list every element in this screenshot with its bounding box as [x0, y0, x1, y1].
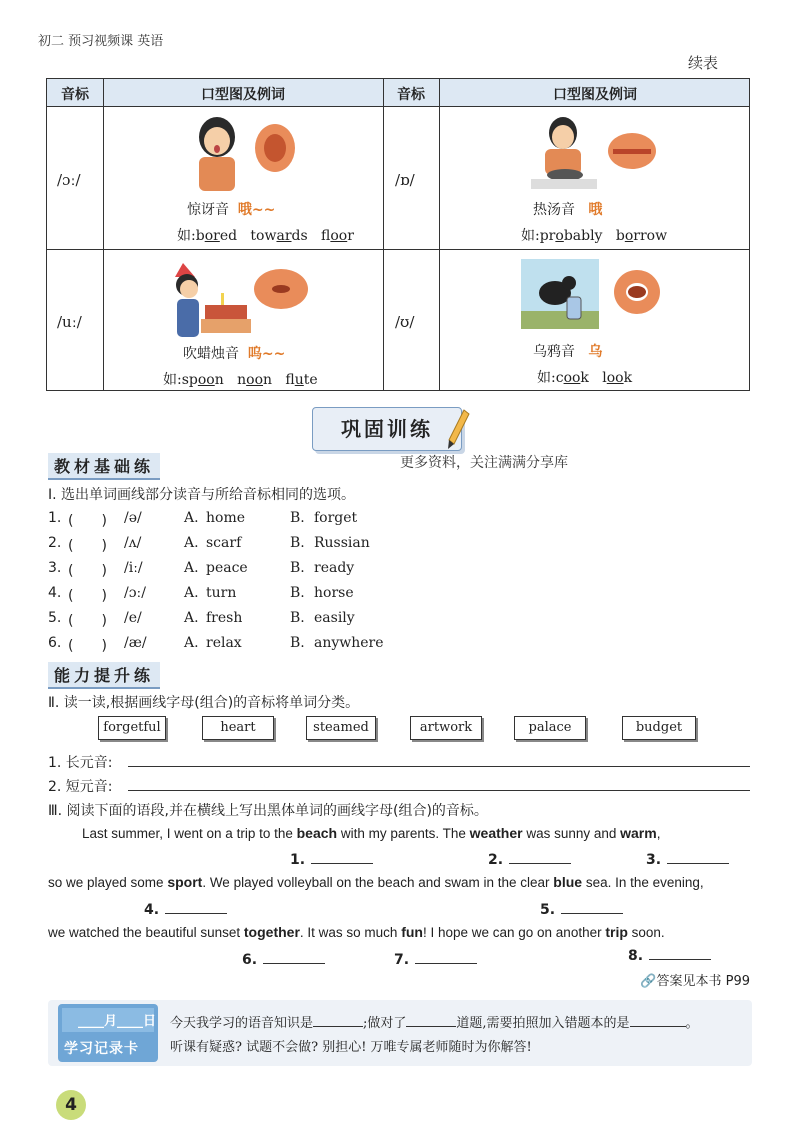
- record-date: ____月____日: [78, 1014, 157, 1029]
- passage-line-3: we watched the beautiful sunset together. It was so much fun! I hope we can go on another trip soon.: [48, 924, 665, 940]
- caption-4: 乌鸦音 乌: [533, 344, 603, 360]
- record-badge-label: 学习记录卡: [64, 1041, 139, 1057]
- caption-3: 吹蜡烛音 呜~~: [183, 346, 286, 362]
- question-row: 2. ( ) /ʌ/ A. scarf B. Russian: [48, 535, 370, 554]
- part3-instruction: Ⅲ. 阅读下面的语段,并在横线上写出黑体单词的画线字母(组合)的音标。: [48, 803, 488, 819]
- word-box: artwork: [410, 716, 482, 740]
- long-vowel-label: 1. 长元音:: [48, 755, 113, 771]
- page-header: 初二 预习视频课 英语: [38, 34, 164, 49]
- blank-1[interactable]: 1.: [290, 850, 373, 868]
- symbol-ɔː: /ɔː/: [57, 171, 81, 189]
- short-vowel-answer-line[interactable]: [128, 790, 750, 791]
- long-vowel-answer-line[interactable]: [128, 766, 750, 767]
- record-line-1: 今天我学习的语音知识是 ;做对了 道题,需要拍照加入错题本的是 。: [170, 1016, 699, 1031]
- word-box: steamed: [306, 716, 376, 740]
- table-header-row: [47, 79, 749, 107]
- header-symbol-2: 音标: [397, 87, 425, 103]
- subheading-advanced: 能力提升练: [48, 662, 160, 689]
- mouth-shape-o: [607, 131, 657, 171]
- word-box: heart: [202, 716, 274, 740]
- question-row: 6. ( ) /æ/ A. relax B. anywhere: [48, 635, 384, 654]
- blank-8[interactable]: 8.: [628, 946, 711, 964]
- blank-6[interactable]: 6.: [242, 950, 325, 968]
- answer-reference: 🔗答案见本书 P99: [640, 974, 750, 989]
- subheading-basic: 教材基础练: [48, 453, 160, 480]
- passage-line-1: Last summer, I went on a trip to the beach with my parents. The weather was sunny and warm,: [82, 825, 661, 841]
- resource-note: 更多资料，关注满满分享库: [400, 455, 568, 471]
- examples-4: 如:cook look: [537, 370, 633, 386]
- pencil-icon: [446, 408, 470, 450]
- blank-5[interactable]: 5.: [540, 900, 623, 918]
- symbol-ɒ: /ɒ/: [395, 171, 415, 189]
- blank-3[interactable]: 3.: [646, 850, 729, 868]
- mouth-shape-oo: [253, 123, 297, 173]
- part1-instruction: Ⅰ. 选出单词画线部分读音与所给音标相同的选项。: [48, 487, 356, 503]
- mouth-shape-uu: [253, 267, 309, 311]
- crow-illustration: [521, 259, 599, 329]
- header-symbol-1: 音标: [61, 87, 89, 103]
- section-banner: 巩固训练: [312, 407, 462, 451]
- header-mouth-2: 口型图及例词: [553, 87, 637, 103]
- examples-3: 如:spoon noon flute: [163, 372, 318, 388]
- page-number: 4: [56, 1090, 86, 1120]
- question-row: 1. ( ) /ə/ A. home B. forget: [48, 510, 358, 529]
- blank-4[interactable]: 4.: [144, 900, 227, 918]
- continued-label: 续表: [687, 54, 718, 72]
- surprised-girl-illustration: [187, 113, 247, 191]
- question-row: 4. ( ) /ɔː/ A. turn B. horse: [48, 585, 354, 604]
- passage-line-2: so we played some sport. We played volleyball on the beach and swam in the clear blue sea. In the evening,: [48, 874, 704, 890]
- word-box: palace: [514, 716, 586, 740]
- examples-2: 如:probably borrow: [521, 228, 668, 244]
- blowing-candles-illustration: [173, 259, 253, 339]
- symbol-uː: /uː/: [57, 313, 82, 331]
- blank-7[interactable]: 7.: [394, 950, 477, 968]
- caption-2: 热汤音 哦: [533, 202, 603, 218]
- caption-1: 惊讶音 哦~~: [187, 202, 276, 218]
- phonetic-table: [46, 78, 750, 391]
- examples-1: 如:bored towards floor: [177, 228, 354, 244]
- question-row: 5. ( ) /e/ A. fresh B. easily: [48, 610, 355, 629]
- part2-instruction: Ⅱ. 读一读,根据画线字母(组合)的音标将单词分类。: [48, 695, 360, 711]
- mouth-shape-u: [613, 269, 661, 315]
- short-vowel-label: 2. 短元音:: [48, 779, 113, 795]
- blank-2[interactable]: 2.: [488, 850, 571, 868]
- hot-soup-boy-illustration: [527, 113, 601, 191]
- symbol-ʊ: /ʊ/: [395, 313, 415, 331]
- word-box: budget: [622, 716, 696, 740]
- header-mouth-1: 口型图及例词: [201, 87, 285, 103]
- link-icon: 🔗: [640, 974, 657, 989]
- record-line-2: 听课有疑惑? 试题不会做? 别担心! 万唯专属老师随时为你解答!: [170, 1040, 532, 1055]
- question-row: 3. ( ) /iː/ A. peace B. ready: [48, 560, 355, 579]
- word-box: forgetful: [98, 716, 166, 740]
